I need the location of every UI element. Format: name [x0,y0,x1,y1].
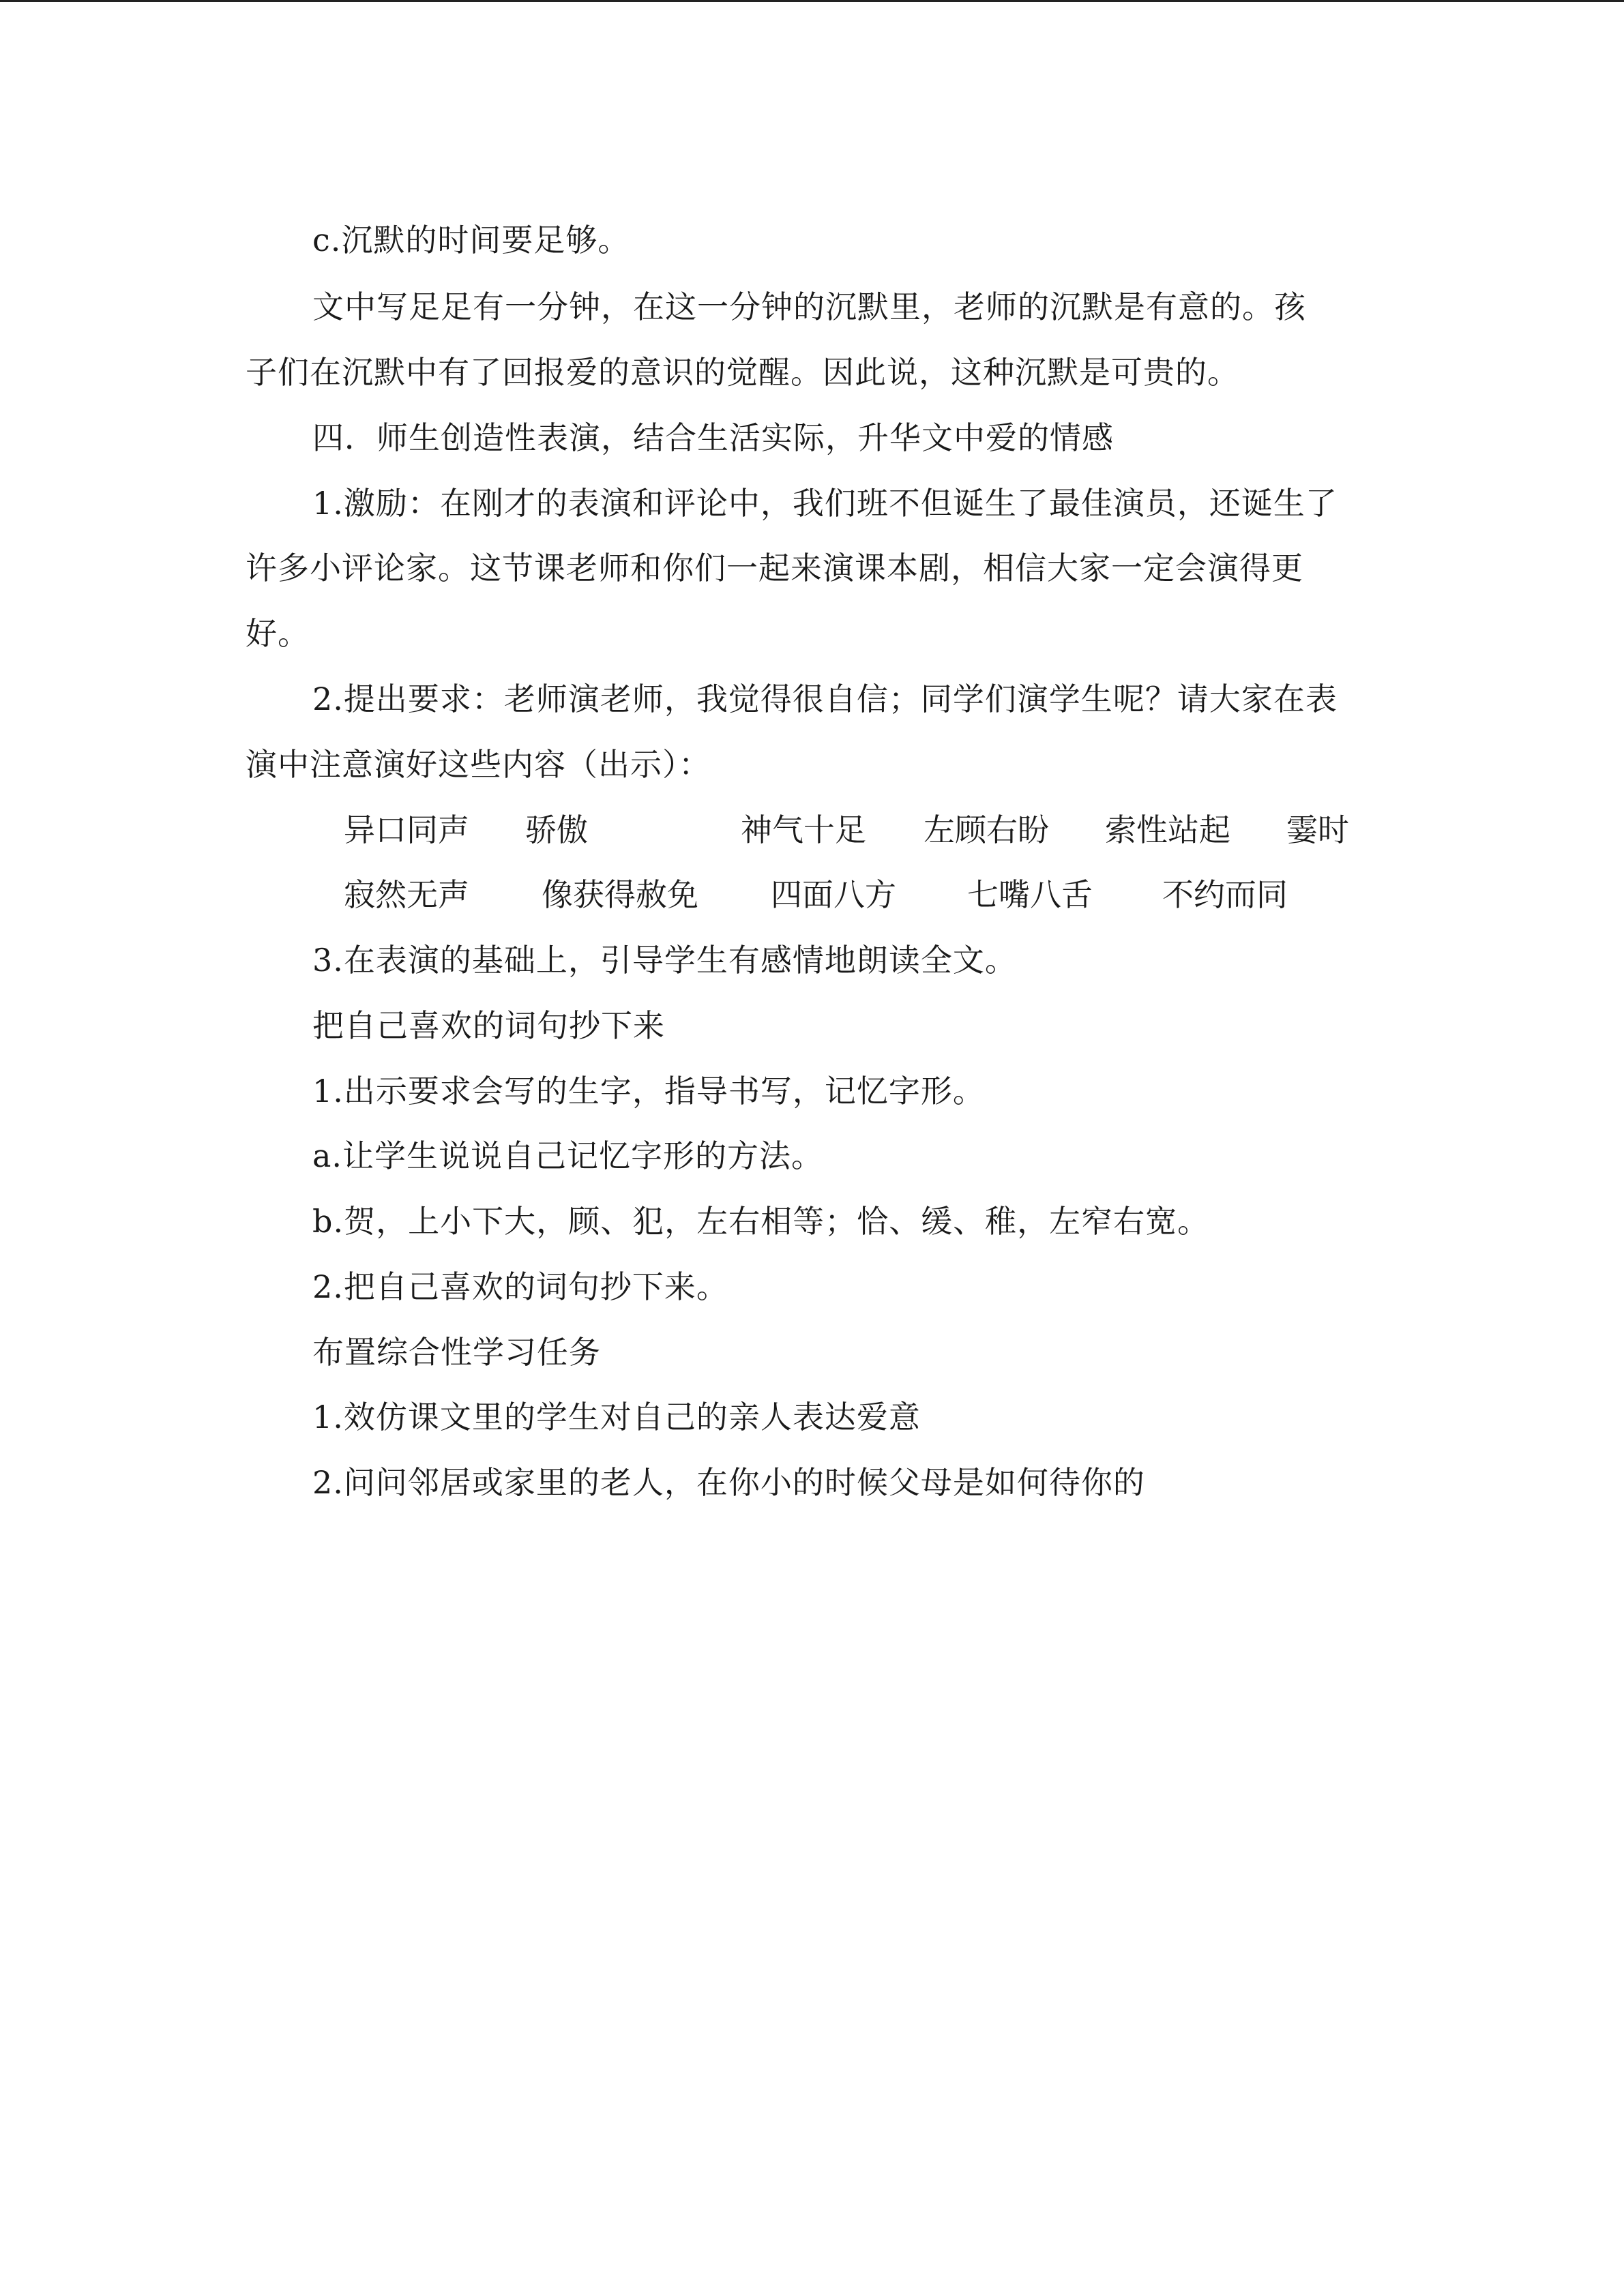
paragraph-line: 2.把自己喜欢的词句抄下来。 [312,1268,728,1305]
paragraph-line: 1.出示要求会写的生字，指导书写，记忆字形。 [312,1073,985,1109]
vocab-word: 左顾右盼 [924,811,1049,848]
section-heading: 四．师生创造性表演，结合生活实际，升华文中爱的情感 [312,419,1114,456]
section-heading: 把自己喜欢的词句抄下来 [312,1007,665,1044]
section-heading: 布置综合性学习任务 [312,1334,601,1371]
vocab-word: 像获得赦免 [542,876,698,913]
vocab-word: 异口同声 [344,811,469,848]
vocab-word: 寂然无声 [344,876,469,913]
vocab-word: 骄傲 [525,811,588,848]
vocab-word: 神气十足 [741,811,866,848]
paragraph-line: 1.效仿课文里的学生对自己的亲人表达爱意 [312,1399,921,1435]
paragraph-line: 3.在表演的基础上，引导学生有感情地朗读全文。 [312,942,1017,979]
vocab-word: 索性站起 [1105,811,1230,848]
paragraph-line: 2.提出要求：老师演老师，我觉得很自信；同学们演学生呢？请大家在表 [312,681,1338,717]
vocab-word: 不约而同 [1162,876,1288,913]
paragraph-line: b.贺，上小下大，顾、犯，左右相等；恰、缓、稚，左窄右宽。 [312,1203,1210,1240]
vocab-word: 四面八方 [771,876,896,913]
paragraph-line: 2.问问邻居或家里的老人，在你小的时候父母是如何待你的 [312,1464,1145,1501]
paragraph-line: 1.激励：在刚才的表演和评论中，我们班不但诞生了最佳演员，还诞生了 [312,485,1338,522]
vocab-word: 七嘴八舌 [967,876,1093,913]
paragraph-line: 好。 [246,615,310,652]
vocab-word: 霎时 [1286,811,1349,848]
paragraph-line: 许多小评论家。这节课老师和你们一起来演课本剧，相信大家一定会演得更 [246,550,1303,586]
paragraph-line: 子们在沉默中有了回报爱的意识的觉醒。因此说，这种沉默是可贵的。 [246,354,1239,391]
paragraph-line: 演中注意演好这些内容（出示）： [246,746,711,783]
paragraph-line: c.沉默的时间要足够。 [312,222,630,258]
paragraph-line: 文中写足足有一分钟，在这一分钟的沉默里，老师的沉默是有意的。孩 [312,288,1306,325]
paragraph-line: a.让学生说说自己记忆字形的方法。 [312,1137,824,1174]
